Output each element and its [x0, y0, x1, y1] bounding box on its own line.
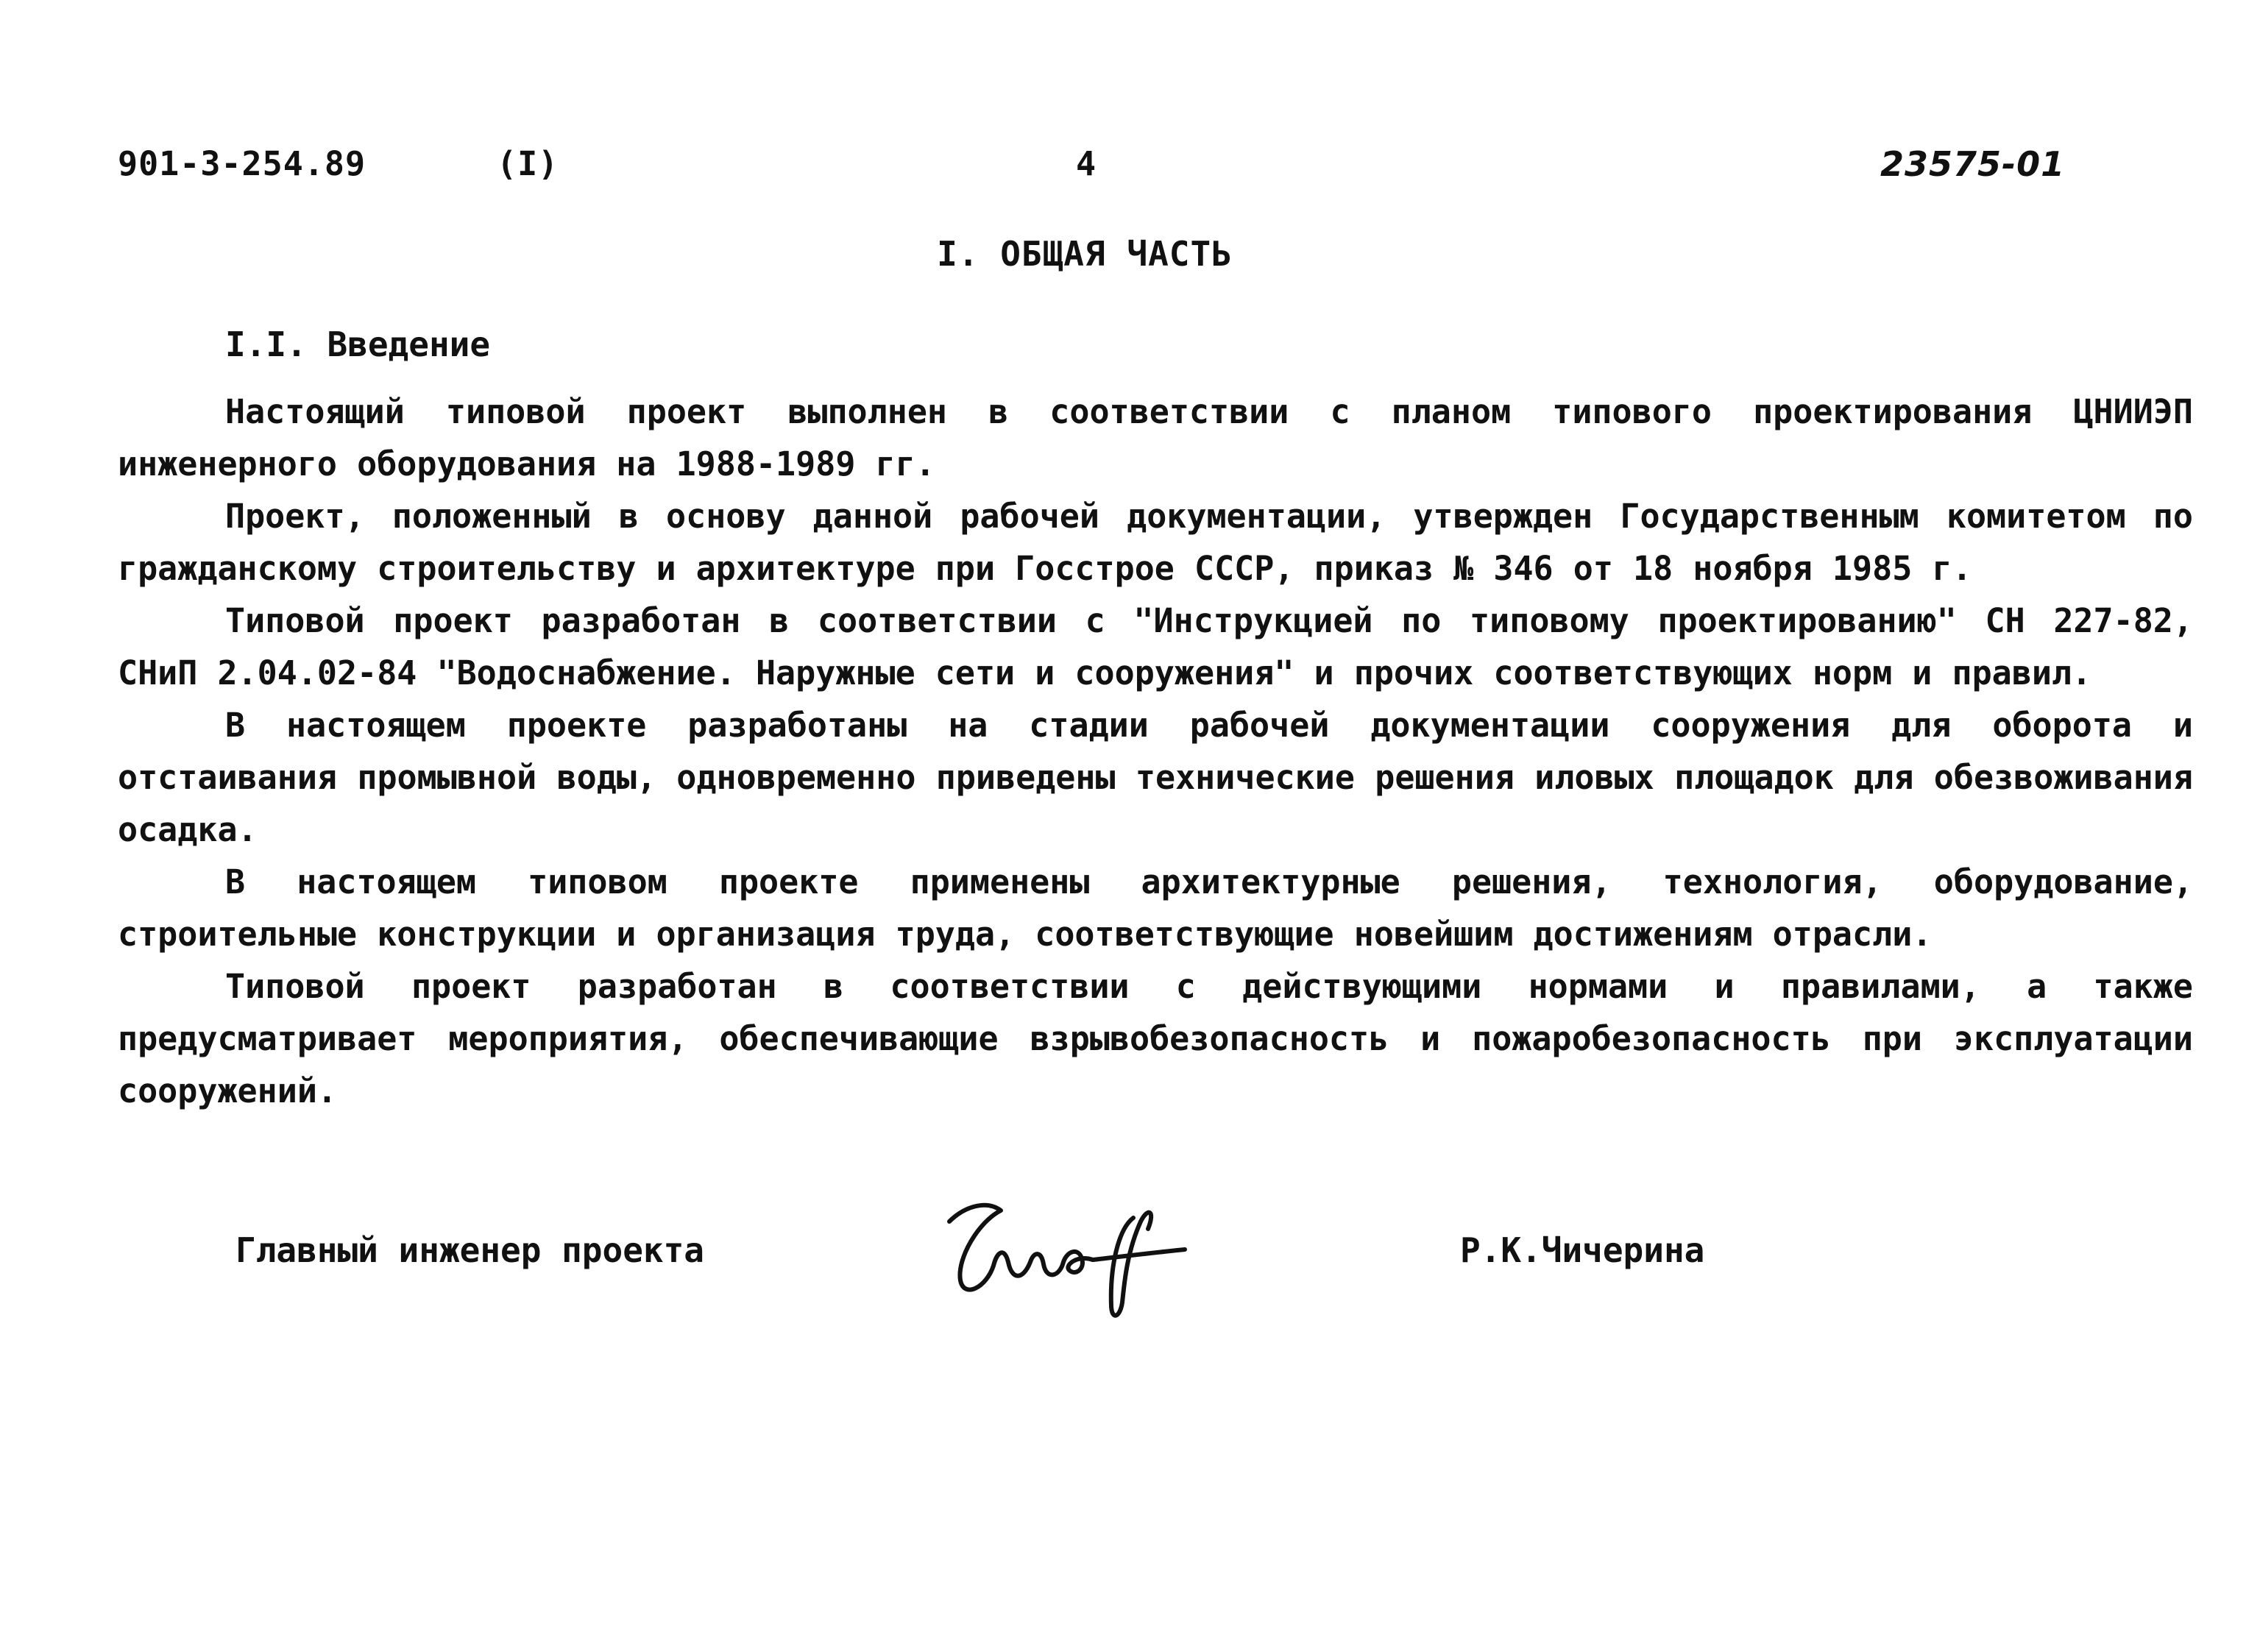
- handwritten-signature: [935, 1177, 1200, 1325]
- paragraph: Проект, положенный в основу данной рабочей документации, утвержден Государственным комитетом по гражданскому строительству и архитектуре при Госстрое СССР, приказ № 346 от 18 ноября 1985 г.: [118, 497, 2193, 588]
- subsection-title: I.I. Введение: [225, 325, 491, 364]
- paragraph: В настоящем типовом проекте применены архитектурные решения, технология, оборудование, строительные конструкции и организация труда, соответствующие новейшим достижениям отрасли.: [118, 862, 2193, 954]
- page-number: 4: [1076, 144, 1097, 183]
- paragraph: В настоящем проекте разработаны на стадии рабочей документации сооружения для оборота и отстаивания промывной воды, одновременно приведены технические решения иловых площадок для обезвоживания осадка.: [118, 706, 2193, 849]
- signatory-role: Главный инженер проекта: [235, 1230, 704, 1270]
- paragraph: Типовой проект разработан в соответствии с действующими нормами и правилами, а также предусматривает мероприятия, обеспечивающие взрывобезопасность и пожаробезопасность при эксплуатации сооружений.: [118, 967, 2193, 1110]
- paragraph: Настоящий типовой проект выполнен в соответствии с планом типового проектирования ЦНИИЭП инженерного оборудования на 1988-1989 гг.: [118, 392, 2193, 483]
- paragraph: Типовой проект разработан в соответствии с "Инструкцией по типовому проектированию" СН 227-82, СНиП 2.04.02-84 "Водоснабжение. Наружные сети и сооружения" и прочих соответствующих норм и правил.: [118, 601, 2193, 692]
- document-code: 901-3-254.89: [118, 144, 366, 183]
- volume-number: (I): [497, 144, 559, 183]
- inventory-number: 23575-01: [1880, 144, 2066, 184]
- signature-block: [0, 1207, 2260, 1325]
- signatory-name: Р.К.Чичерина: [1460, 1230, 1705, 1270]
- section-title: I. ОБЩАЯ ЧАСТЬ: [937, 234, 1233, 274]
- body-text: [118, 386, 2193, 1117]
